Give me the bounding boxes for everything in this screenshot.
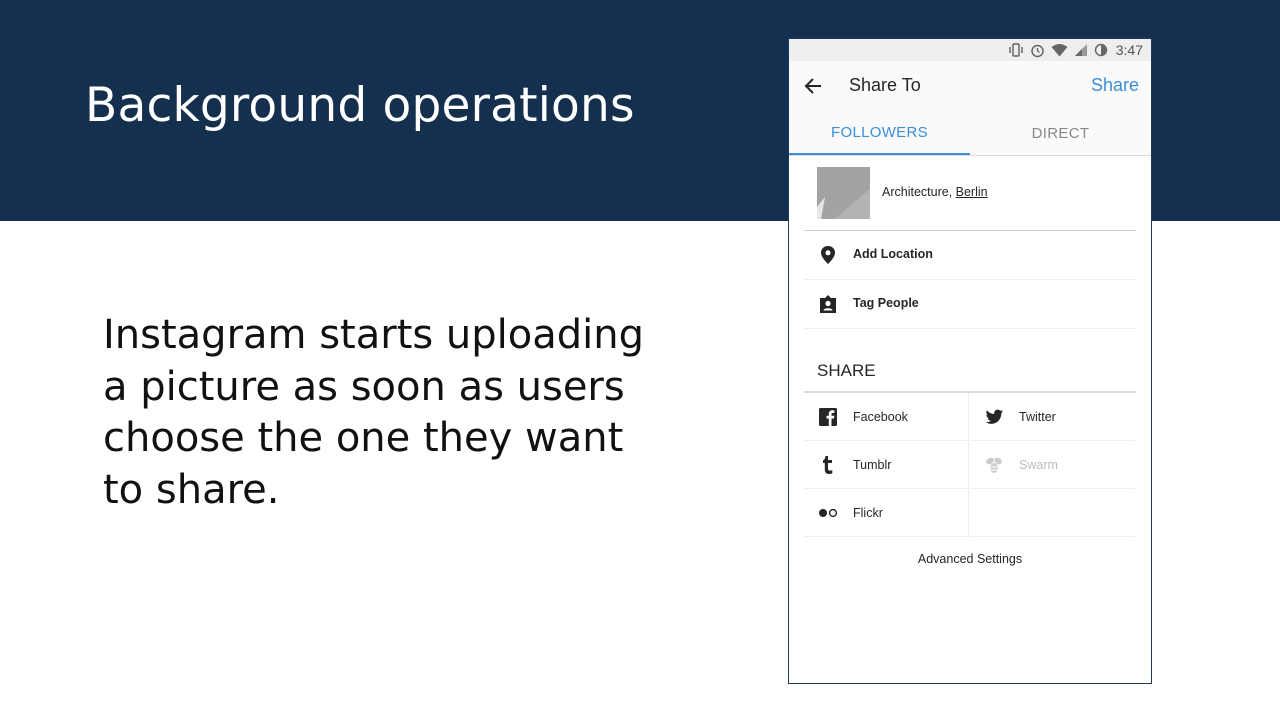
post-thumbnail [817,167,870,219]
swarm-label: Swarm [1019,458,1058,472]
flickr-icon [818,503,838,523]
slide-body-text: Instagram starts uploading a picture as soon as users choose the one they want to share. [103,312,645,513]
share-action-button[interactable]: Share [1090,75,1139,95]
status-time: 3:47 [1115,42,1143,58]
advanced-settings-link[interactable]: Advanced Settings [917,552,1023,566]
app-bar-title: Share To [849,75,921,95]
battery-icon [1094,43,1108,57]
tag-people-row[interactable] [804,280,1136,329]
share-tumblr[interactable] [804,441,969,489]
share-twitter[interactable] [970,393,1135,441]
post-caption [882,185,988,199]
twitter-icon [984,407,1004,427]
phone-screenshot [788,38,1152,684]
signal-icon [1074,43,1088,57]
wifi-icon [1051,43,1068,57]
tab-bar [789,111,1151,156]
share-swarm[interactable] [970,441,1135,489]
back-arrow-icon[interactable] [803,76,823,96]
add-location-row[interactable] [804,231,1136,280]
flickr-label: Flickr [853,506,883,520]
app-bar [789,61,1151,111]
slide-title: Background operations [85,78,635,133]
twitter-label: Twitter [1019,410,1056,424]
caption-text: Architecture, [882,185,956,199]
location-pin-icon [818,245,838,265]
alarm-icon [1030,43,1045,58]
share-flickr[interactable] [804,489,969,537]
tab-followers[interactable]: FOLLOWERS [789,111,970,155]
status-bar [789,39,1151,61]
facebook-icon [818,407,838,427]
vibrate-icon [1008,43,1024,57]
share-facebook[interactable] [804,393,969,441]
tab-direct[interactable]: DIRECT [1031,124,1090,142]
add-location-label: Add Location [853,247,933,261]
tumblr-label: Tumblr [853,458,892,472]
share-services-grid [804,393,1136,538]
post-preview-row [804,156,1136,231]
facebook-label: Facebook [853,410,908,424]
tag-people-label: Tag People [853,296,919,310]
caption-location-link[interactable]: Berlin [955,185,988,199]
tag-person-icon [818,294,838,314]
swarm-icon [984,455,1004,475]
tumblr-icon [818,455,838,475]
share-empty-cell [970,489,1135,537]
share-section-heading: SHARE [817,361,876,380]
